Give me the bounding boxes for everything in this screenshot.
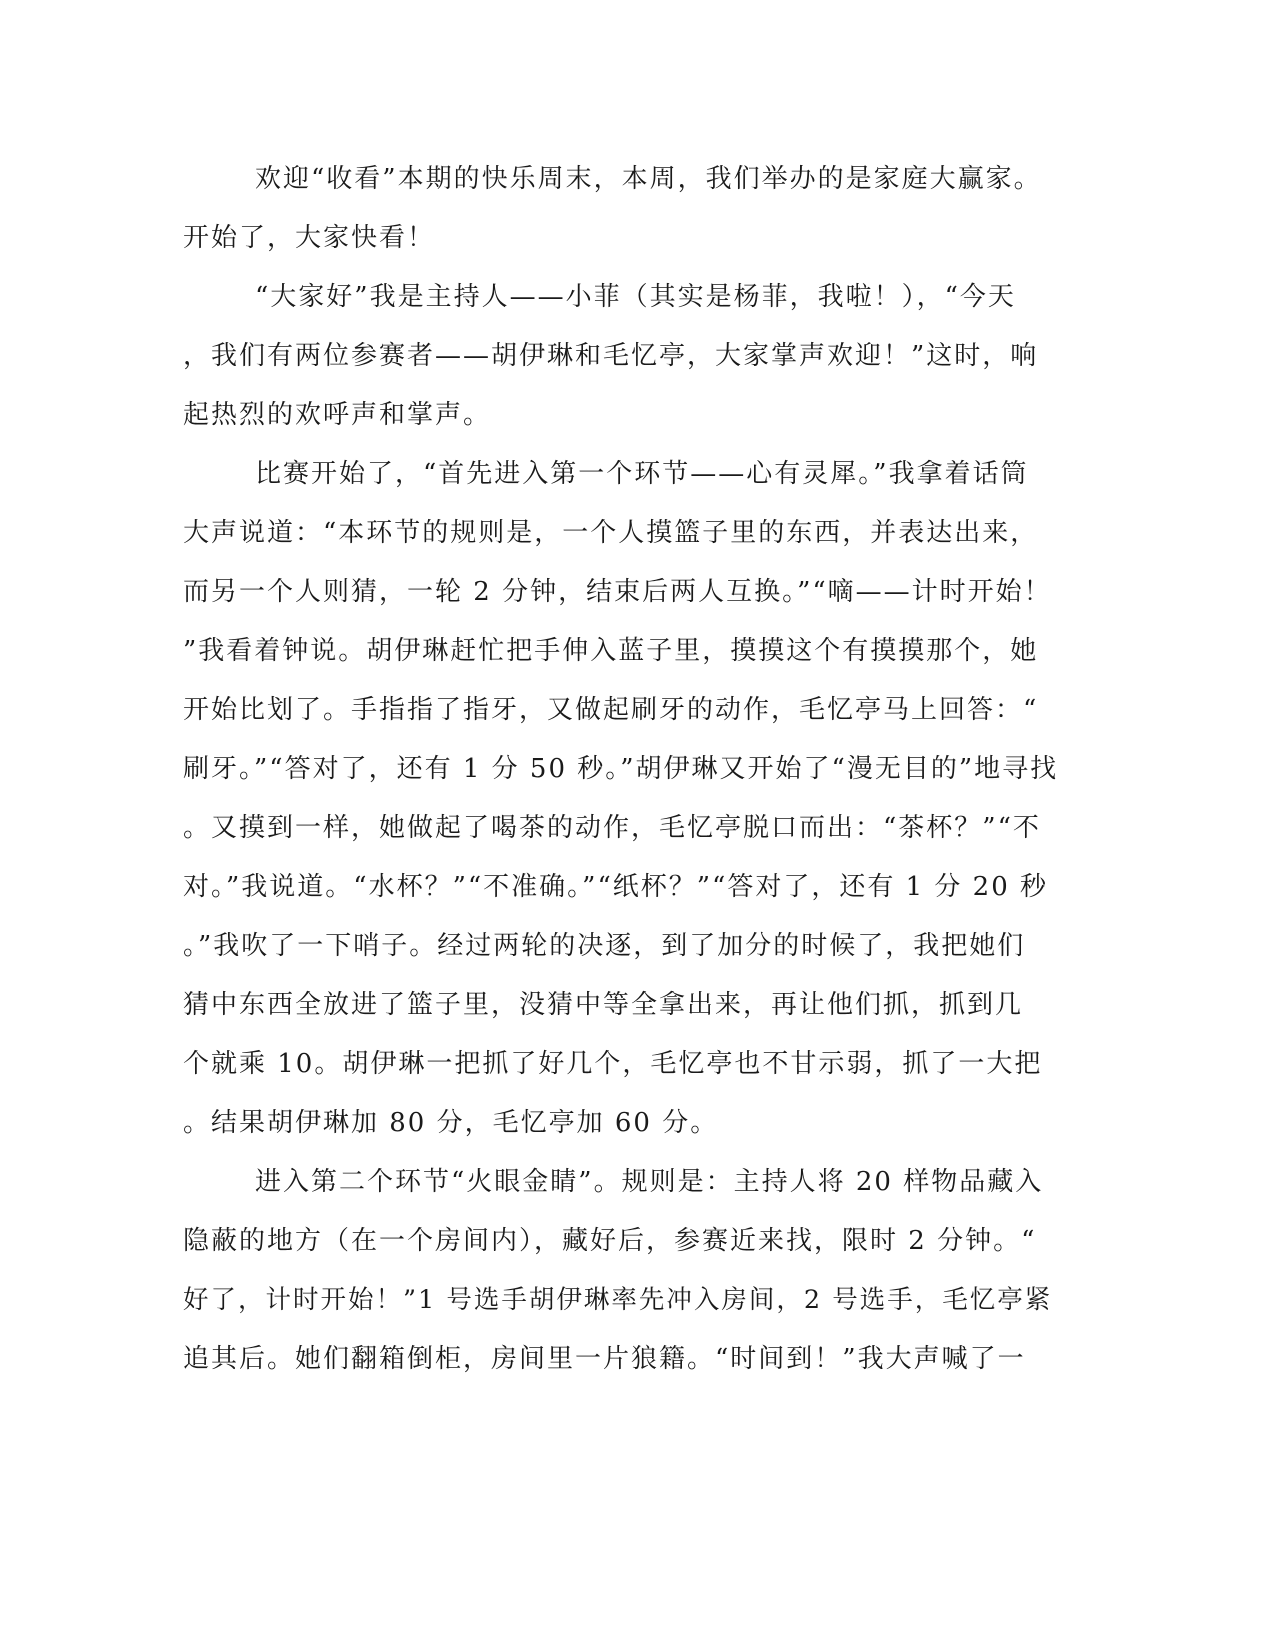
text-line: 个就乘 10。胡伊琳一把抓了好几个，毛忆亭也不甘示弱，抓了一大把 <box>183 1049 1043 1079</box>
text-line: “大家好”我是主持人——小菲（其实是杨菲，我啦！），“今天 <box>255 282 1016 312</box>
text-line: ，我们有两位参赛者——胡伊琳和毛忆亭，大家掌声欢迎！”这时，响 <box>183 341 1039 371</box>
text-line: 追其后。她们翻箱倒柜，房间里一片狼籍。“时间到！”我大声喊了一 <box>183 1344 1026 1374</box>
text-line: 。结果胡伊琳加 80 分，毛忆亭加 60 分。 <box>183 1108 719 1138</box>
text-line: 而另一个人则猜，一轮 2 分钟，结束后两人互换。”“嘀——计时开始！ <box>183 577 1052 607</box>
text-line: 好了，计时开始！”1 号选手胡伊琳率先冲入房间，2 号选手，毛忆亭紧 <box>183 1285 1053 1315</box>
text-line: 猜中东西全放进了篮子里，没猜中等全拿出来，再让他们抓，抓到几 <box>183 990 1024 1020</box>
text-line: 比赛开始了，“首先进入第一个环节——心有灵犀。”我拿着话筒 <box>255 459 1029 489</box>
text-line: 对。”我说道。“水杯？”“不准确。”“纸杯？”“答对了，还有 1 分 20 秒 <box>183 872 1049 902</box>
text-line: 刷牙。”“答对了，还有 1 分 50 秒。”胡伊琳又开始了“漫无目的”地寻找 <box>183 754 1059 784</box>
text-line: 大声说道：“本环节的规则是，一个人摸篮子里的东西，并表达出来， <box>183 518 1039 548</box>
text-line: 开始了，大家快看！ <box>183 223 436 253</box>
text-line: ”我看着钟说。胡伊琳赶忙把手伸入蓝子里，摸摸这个有摸摸那个，她 <box>183 636 1039 666</box>
text-line: 进入第二个环节“火眼金睛”。规则是：主持人将 20 样物品藏入 <box>255 1167 1044 1197</box>
article-body <box>183 150 1063 1389</box>
text-line: 隐蔽的地方（在一个房间内），藏好后，参赛近来找，限时 2 分钟。“ <box>183 1226 1037 1256</box>
text-line: 欢迎“收看”本期的快乐周末，本周，我们举办的是家庭大赢家。 <box>255 164 1042 194</box>
text-line: 。”我吹了一下哨子。经过两轮的决逐，到了加分的时候了，我把她们 <box>183 931 1026 961</box>
text-line: 开始比划了。手指指了指牙，又做起刷牙的动作，毛忆亭马上回答：“ <box>183 695 1039 725</box>
text-line: 。又摸到一样，她做起了喝茶的动作，毛忆亭脱口而出：“茶杯？”“不 <box>183 813 1041 843</box>
text-line: 起热烈的欢呼声和掌声。 <box>183 400 492 430</box>
